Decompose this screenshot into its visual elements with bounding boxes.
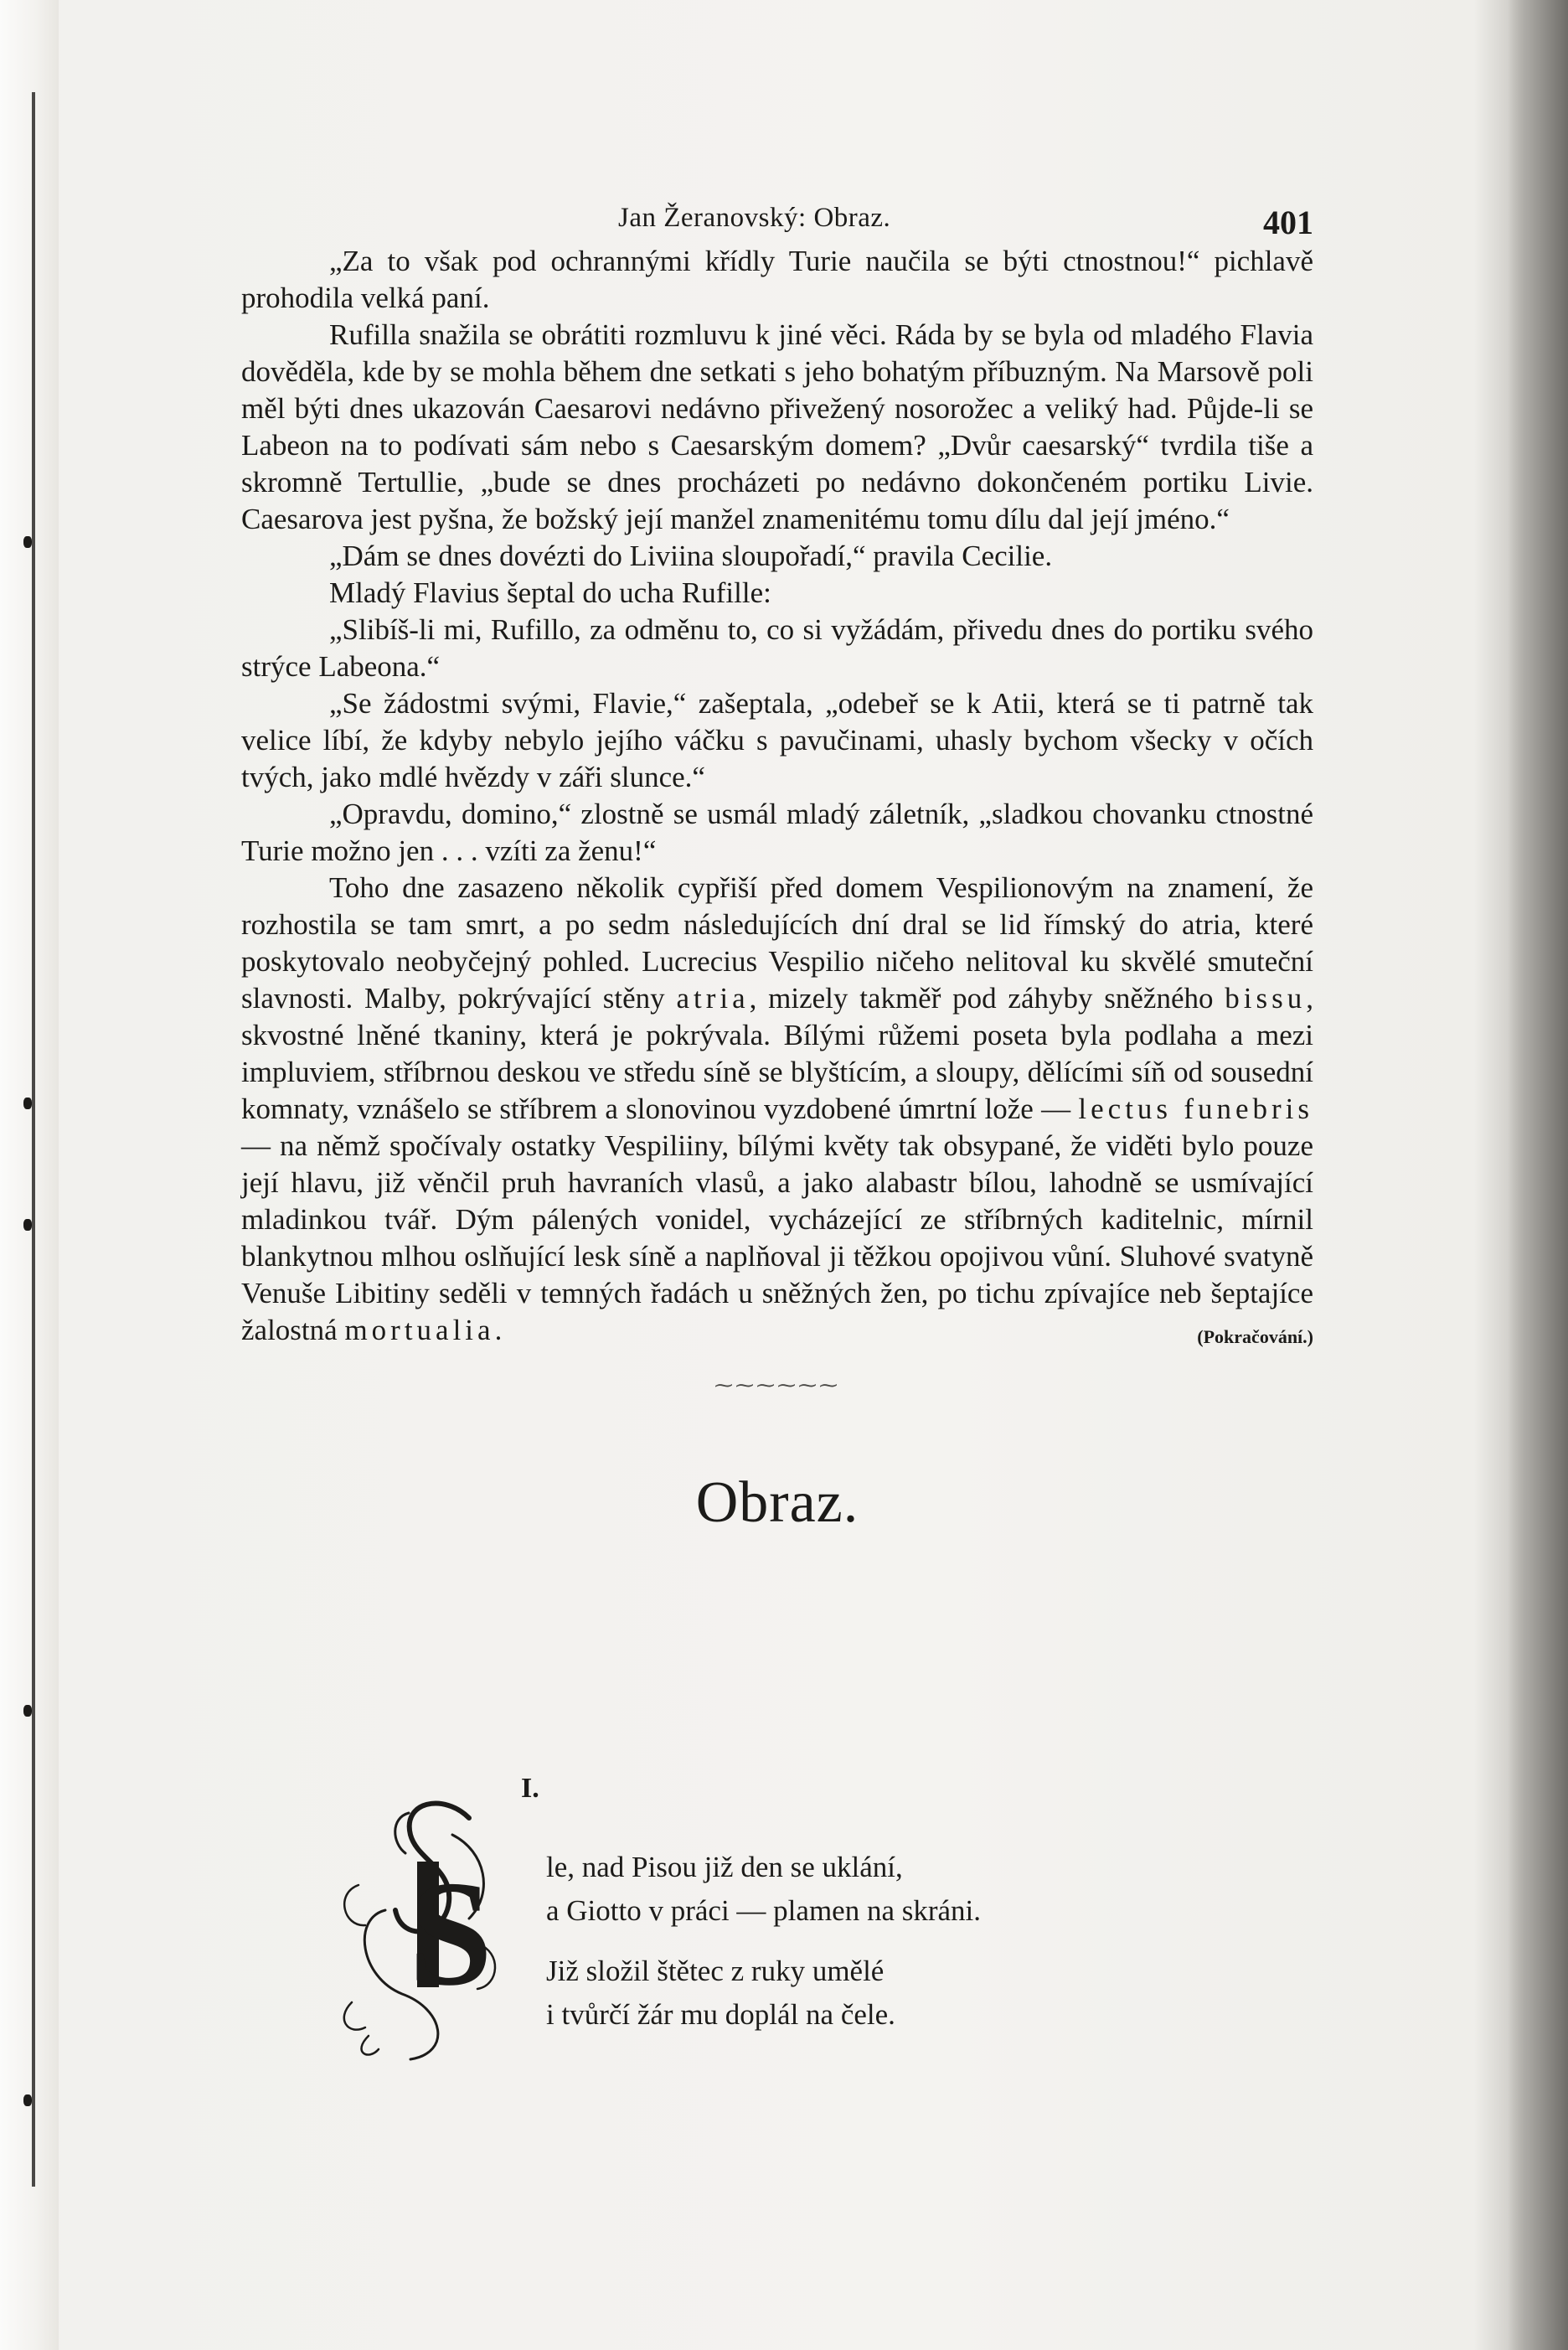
paragraph-funeral [241,870,1313,1349]
decorative-initial-s [201,1784,544,2061]
section-ornament: ⁓⁓⁓⁓⁓⁓ [714,1375,840,1396]
poem-line: le, nad Pisou již den se uklání, [546,1851,903,1883]
spaced-term: bissu [1225,982,1307,1015]
binding-line [32,92,35,2187]
binding-edge [0,0,59,2350]
spaced-term: mortualia [344,1314,495,1346]
text-run: . [494,1314,503,1346]
paragraph: „Opravdu, domino,“ zlostně se usmál mladý záletník, „sladkou chovanku ctnostné Turie možno jen . . . vzíti za ženu!“ [241,798,1313,867]
edge-speck [23,1219,32,1231]
paragraph: „Za to však pod ochrannými křídly Turie naučila se býti ctnostnou!“ pichlavě prohodila velká paní. [241,245,1313,314]
text-run: , mizely takměř pod záhyby sněžného [749,982,1214,1015]
initial-letter: S [409,1850,493,2017]
paragraph: „Se žádostmi svými, Flavie,“ zašeptala, „odebeř se k Atii, která se ti patrně tak velice líbí, že kdyby nebylo jejího váčku s pavučinami, uhasly bychom všecky v očích tvých, jako mdlé hvězdy v záři slunce.“ [241,687,1313,793]
page-number: 401 [1263,204,1313,241]
poem-line: i tvůrčí žár mu doplál na čele. [546,1998,895,2031]
edge-speck [23,1705,32,1717]
paragraph: Rufilla snažila se obrátiti rozmluvu k jiné věci. Ráda by se byla od mladého Flavia dověděla, kde by se mohla během dne setkati s jeho bohatým příbuzným. Na Marsově poli měl býti dnes ukazován Caesarovi nedávno přivežený nosorožec a veliký had. Půjde-li se Labeon na to podívati sám nebo s Caesarským domem? „Dvůr caesarský“ tvrdila tiše a skromně Tertullie, „bude se dnes procházeti po nedávno dokončeném portiku Livie. Caesarova jest pyšna, že božský její manžel znamenitému tomu dílu dal její jméno.“ [241,318,1313,535]
running-title: Jan Žeranovský: Obraz. [618,203,891,233]
edge-speck [23,1098,32,1109]
poem-line: Již složil štětec z ruky umělé [546,1955,885,1987]
page-edge-shadow [1508,0,1568,2350]
edge-speck [23,536,32,548]
paragraph: Mladý Flavius šeptal do ucha Rufille: [329,576,771,609]
text-run: — na němž spočívaly ostatky Vespiliiny, bílými květy tak obsypané, že viděti bylo pouze její hlavu, již věnčil pruh havraních vlasů, a jako alabastr bílou, lahodně se usmívající mladinkou tvář. Dým pálených vonidel, vycházející ze stříbrných kaditelnic, mírnil blankytnou mlhou oslňující lesk síně a naplňoval ji těžkou opojivou vůní. Sluhové svatyně Venuše Libitiny seděli v temných řadách u sněžných žen, po tichu zpívajíce neb šeptajíce žalostná [241,1129,1313,1346]
edge-speck [23,2094,32,2106]
poem-title: Obraz. [695,1470,859,1535]
page-content [241,193,1313,1537]
spaced-term: lectus funebris [1078,1092,1314,1125]
paragraph: „Dám se dnes dovézti do Liviina sloupořadí,“ pravila Cecilie. [329,540,1053,572]
paragraph: „Slibíš-li mi, Rufillo, za odměnu to, co si vyžádám, přivedu dnes do portiku svého strýce Labeona.“ [241,613,1313,683]
poem-line: a Giotto v práci — plamen na skráni. [546,1894,982,1927]
poem-section-number: I. [521,1773,539,1804]
continued-note: (Pokračování.) [1197,1326,1313,1347]
running-header [241,193,1313,243]
text-run: Toho dne zasazeno několik cypřiší před domem Vespilionovým na znamení, že rozhostila se tam smrt, a po sedm následujících dní dral se lid římský do atria, které poskytovalo neobyčejný pohled. Lucrecius Vespilio ničeho nelitoval ku skvělé smuteční slavnosti. Malby, pokrývající stěny [241,871,1313,1015]
text-run: , skvostné lněné tkaniny, která je pokrývala. Bílými růžemi poseta byla podlaha a mezi impluviem, stříbrnou deskou ve středu síně se blyštícím, a sloupy, dělícími síň od sousední komnaty, vznášelo se stříbrem a slonovinou vyzdobené úmrtní lože — [241,982,1313,1125]
spaced-term: atria [676,982,750,1015]
